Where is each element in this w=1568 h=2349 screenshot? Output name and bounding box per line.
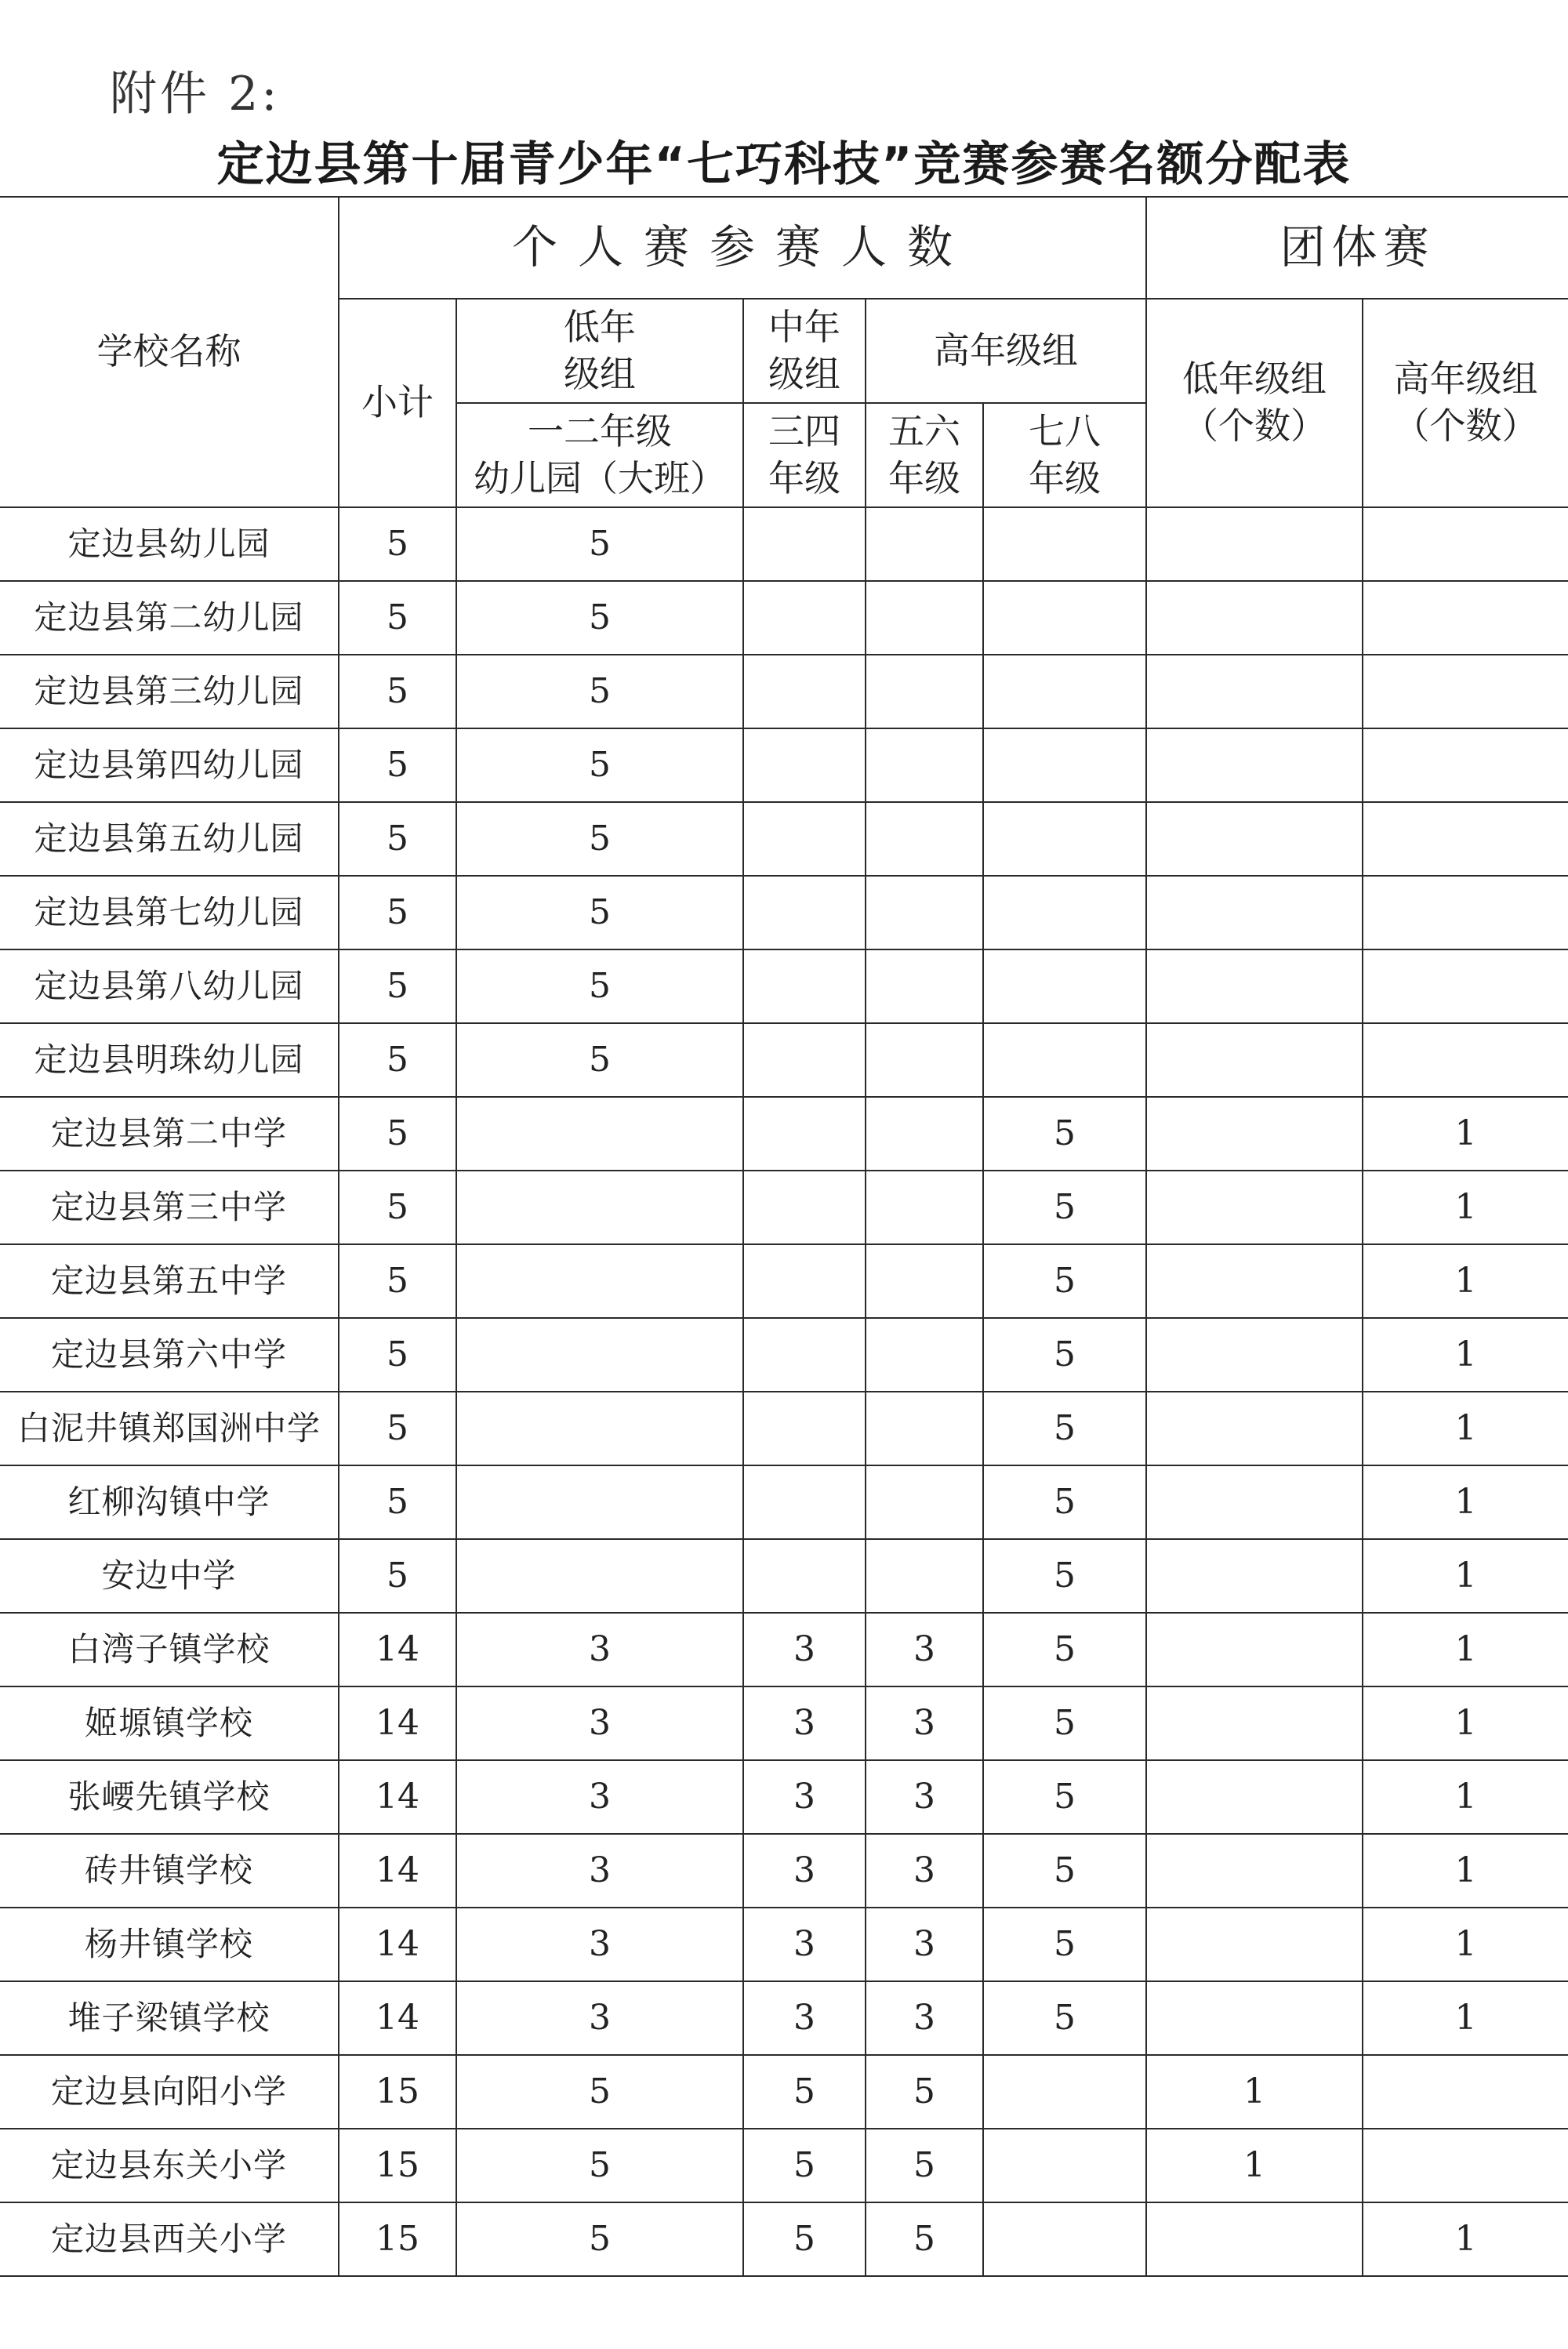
cell-grade-12-kg: 5 — [456, 2055, 743, 2129]
cell-grade-56: 3 — [866, 1686, 983, 1760]
cell-subtotal: 5 — [339, 1318, 456, 1392]
cell-grade-56: 5 — [866, 2055, 983, 2129]
cell-grade-56 — [866, 1539, 983, 1613]
cell-school-name: 定边县第八幼儿园 — [0, 949, 339, 1023]
cell-subtotal: 14 — [339, 1908, 456, 1981]
cell-subtotal: 5 — [339, 1171, 456, 1244]
cell-grade-12-kg — [456, 1465, 743, 1539]
header-grade-78-line1: 七八 — [1029, 409, 1101, 452]
cell-grade-56: 5 — [866, 2202, 983, 2276]
cell-grade-56: 3 — [866, 1613, 983, 1686]
cell-team-low — [1146, 1097, 1363, 1171]
table-row — [0, 1981, 1568, 2055]
cell-team-low: 1 — [1146, 2055, 1363, 2129]
cell-grade-34: 5 — [743, 2202, 866, 2276]
cell-team-low — [1146, 655, 1363, 728]
header-low-group-line2: 级组 — [564, 352, 636, 395]
cell-grade-12-kg: 3 — [456, 1613, 743, 1686]
cell-subtotal: 5 — [339, 1097, 456, 1171]
cell-grade-34 — [743, 1244, 866, 1318]
cell-grade-78: 5 — [983, 1760, 1146, 1834]
cell-subtotal: 5 — [339, 581, 456, 655]
cell-team-low — [1146, 507, 1363, 581]
cell-grade-78: 5 — [983, 1318, 1146, 1392]
header-grade-56-line2: 年级 — [888, 456, 960, 499]
cell-team-low — [1146, 1686, 1363, 1760]
header-team-high — [1363, 299, 1568, 507]
cell-team-low — [1146, 1981, 1363, 2055]
cell-team-low — [1146, 728, 1363, 802]
cell-grade-34 — [743, 507, 866, 581]
cell-grade-34 — [743, 1465, 866, 1539]
cell-grade-56 — [866, 1097, 983, 1171]
cell-team-low — [1146, 802, 1363, 876]
cell-subtotal: 5 — [339, 1023, 456, 1097]
table-row — [0, 1318, 1568, 1392]
cell-team-high — [1363, 507, 1568, 581]
cell-grade-34 — [743, 581, 866, 655]
cell-team-high: 1 — [1363, 1539, 1568, 1613]
cell-team-high — [1363, 2129, 1568, 2202]
header-low-group — [456, 299, 743, 403]
cell-team-low — [1146, 1539, 1363, 1613]
cell-grade-12-kg: 5 — [456, 2129, 743, 2202]
cell-subtotal: 14 — [339, 1760, 456, 1834]
cell-team-high: 1 — [1363, 1908, 1568, 1981]
cell-grade-34: 3 — [743, 1760, 866, 1834]
cell-team-high — [1363, 802, 1568, 876]
header-team-low — [1146, 299, 1363, 507]
cell-team-high: 1 — [1363, 1244, 1568, 1318]
header-team: 团体赛 — [1146, 197, 1568, 299]
cell-grade-12-kg — [456, 1097, 743, 1171]
cell-school-name: 定边县第五幼儿园 — [0, 802, 339, 876]
cell-team-high: 1 — [1363, 1171, 1568, 1244]
cell-grade-34: 3 — [743, 1686, 866, 1760]
cell-grade-56: 3 — [866, 1834, 983, 1908]
cell-team-high — [1363, 2055, 1568, 2129]
header-grade-34 — [743, 403, 866, 507]
cell-grade-34: 3 — [743, 1834, 866, 1908]
cell-grade-34 — [743, 802, 866, 876]
cell-subtotal: 5 — [339, 655, 456, 728]
table-row — [0, 1908, 1568, 1981]
cell-grade-78: 5 — [983, 1171, 1146, 1244]
cell-grade-56 — [866, 1392, 983, 1465]
table-row — [0, 2129, 1568, 2202]
cell-grade-12-kg: 5 — [456, 876, 743, 949]
cell-school-name: 定边县东关小学 — [0, 2129, 339, 2202]
header-team-high-line2: （个数） — [1393, 405, 1538, 447]
cell-grade-56 — [866, 1465, 983, 1539]
header-high-group: 高年级组 — [866, 299, 1146, 403]
cell-school-name: 白湾子镇学校 — [0, 1613, 339, 1686]
cell-grade-56 — [866, 876, 983, 949]
cell-school-name: 砖井镇学校 — [0, 1834, 339, 1908]
cell-school-name: 定边县第二中学 — [0, 1097, 339, 1171]
header-grade-34-line1: 三四 — [768, 409, 840, 452]
cell-grade-78 — [983, 1023, 1146, 1097]
cell-grade-12-kg — [456, 1539, 743, 1613]
table-row — [0, 655, 1568, 728]
cell-grade-78 — [983, 2055, 1146, 2129]
cell-team-low — [1146, 1908, 1363, 1981]
cell-team-low — [1146, 1318, 1363, 1392]
cell-grade-56 — [866, 949, 983, 1023]
table-row — [0, 1760, 1568, 1834]
cell-grade-56: 5 — [866, 2129, 983, 2202]
cell-team-high: 1 — [1363, 1760, 1568, 1834]
cell-grade-12-kg: 3 — [456, 1686, 743, 1760]
cell-team-high — [1363, 876, 1568, 949]
table-row — [0, 1171, 1568, 1244]
cell-team-high — [1363, 949, 1568, 1023]
cell-grade-12-kg: 3 — [456, 1908, 743, 1981]
cell-grade-12-kg — [456, 1392, 743, 1465]
header-grade-34-line2: 年级 — [768, 456, 840, 499]
cell-school-name: 定边县西关小学 — [0, 2202, 339, 2276]
header-grade-56-line1: 五六 — [888, 409, 960, 452]
cell-subtotal: 14 — [339, 1686, 456, 1760]
cell-grade-78 — [983, 728, 1146, 802]
cell-team-high: 1 — [1363, 1613, 1568, 1686]
header-team-high-line1: 高年级组 — [1393, 358, 1538, 401]
cell-team-high: 1 — [1363, 1834, 1568, 1908]
cell-school-name: 堆子梁镇学校 — [0, 1981, 339, 2055]
cell-grade-34 — [743, 1097, 866, 1171]
cell-grade-34 — [743, 1392, 866, 1465]
cell-subtotal: 15 — [339, 2055, 456, 2129]
cell-grade-12-kg: 5 — [456, 1023, 743, 1097]
cell-grade-78: 5 — [983, 1244, 1146, 1318]
cell-grade-12-kg: 5 — [456, 655, 743, 728]
cell-grade-78 — [983, 2202, 1146, 2276]
table-row — [0, 1613, 1568, 1686]
cell-team-low — [1146, 1834, 1363, 1908]
header-individual-count: 个人赛参赛人数 — [339, 197, 1146, 299]
cell-grade-34 — [743, 1171, 866, 1244]
cell-school-name: 定边县第五中学 — [0, 1244, 339, 1318]
header-team-low-line1: 低年级组 — [1182, 358, 1327, 401]
cell-grade-56: 3 — [866, 1760, 983, 1834]
cell-school-name: 定边县第三中学 — [0, 1171, 339, 1244]
cell-team-low — [1146, 1244, 1363, 1318]
cell-subtotal: 15 — [339, 2202, 456, 2276]
table-row — [0, 802, 1568, 876]
cell-grade-56: 3 — [866, 1908, 983, 1981]
cell-subtotal: 5 — [339, 1465, 456, 1539]
cell-grade-78 — [983, 2129, 1146, 2202]
attachment-label: 附件 2: — [110, 67, 281, 122]
cell-grade-78: 5 — [983, 1392, 1146, 1465]
cell-grade-56 — [866, 581, 983, 655]
cell-grade-12-kg: 3 — [456, 1981, 743, 2055]
cell-team-low — [1146, 1171, 1363, 1244]
table-body — [0, 507, 1568, 2276]
cell-school-name: 红柳沟镇中学 — [0, 1465, 339, 1539]
cell-grade-56 — [866, 1171, 983, 1244]
header-school-name: 学校名称 — [0, 197, 339, 507]
cell-grade-34 — [743, 1539, 866, 1613]
cell-grade-34 — [743, 655, 866, 728]
table-row — [0, 1539, 1568, 1613]
cell-subtotal: 5 — [339, 1539, 456, 1613]
cell-school-name: 姬塬镇学校 — [0, 1686, 339, 1760]
cell-team-high: 1 — [1363, 1465, 1568, 1539]
table-row — [0, 1834, 1568, 1908]
cell-grade-34: 5 — [743, 2055, 866, 2129]
cell-subtotal: 5 — [339, 1392, 456, 1465]
cell-subtotal: 5 — [339, 802, 456, 876]
cell-school-name: 定边县第二幼儿园 — [0, 581, 339, 655]
cell-team-high: 1 — [1363, 1981, 1568, 2055]
cell-grade-12-kg: 5 — [456, 728, 743, 802]
cell-team-high: 1 — [1363, 1318, 1568, 1392]
cell-team-low — [1146, 1760, 1363, 1834]
cell-grade-78: 5 — [983, 1686, 1146, 1760]
cell-grade-78: 5 — [983, 1981, 1146, 2055]
cell-school-name: 白泥井镇郑国洲中学 — [0, 1392, 339, 1465]
header-mid-group-line1: 中年 — [768, 305, 840, 348]
cell-team-low — [1146, 876, 1363, 949]
table-row — [0, 2202, 1568, 2276]
cell-grade-12-kg: 5 — [456, 581, 743, 655]
cell-school-name: 定边县第四幼儿园 — [0, 728, 339, 802]
cell-subtotal: 14 — [339, 1981, 456, 2055]
header-grade-12-kg — [456, 403, 743, 507]
cell-subtotal: 15 — [339, 2129, 456, 2202]
cell-grade-78: 5 — [983, 1539, 1146, 1613]
cell-grade-12-kg: 3 — [456, 1760, 743, 1834]
cell-grade-12-kg: 5 — [456, 2202, 743, 2276]
cell-subtotal: 14 — [339, 1613, 456, 1686]
cell-grade-34: 5 — [743, 2129, 866, 2202]
header-grade-12-line1: 一二年级 — [528, 409, 672, 452]
cell-grade-78: 5 — [983, 1834, 1146, 1908]
table-row — [0, 1465, 1568, 1539]
cell-grade-78 — [983, 949, 1146, 1023]
cell-grade-12-kg: 3 — [456, 1834, 743, 1908]
cell-grade-12-kg — [456, 1171, 743, 1244]
table-row — [0, 1392, 1568, 1465]
header-grade-78-line2: 年级 — [1029, 456, 1101, 499]
cell-team-high — [1363, 581, 1568, 655]
cell-team-high — [1363, 728, 1568, 802]
cell-team-high — [1363, 1023, 1568, 1097]
table-row — [0, 1023, 1568, 1097]
cell-grade-12-kg — [456, 1244, 743, 1318]
cell-school-name: 定边县幼儿园 — [0, 507, 339, 581]
cell-grade-34 — [743, 949, 866, 1023]
cell-grade-56 — [866, 1244, 983, 1318]
cell-grade-34 — [743, 1023, 866, 1097]
table-row — [0, 876, 1568, 949]
cell-grade-34: 3 — [743, 1908, 866, 1981]
cell-subtotal: 5 — [339, 949, 456, 1023]
cell-grade-12-kg: 5 — [456, 949, 743, 1023]
cell-grade-78: 5 — [983, 1908, 1146, 1981]
cell-grade-12-kg: 5 — [456, 802, 743, 876]
table-row — [0, 1097, 1568, 1171]
cell-grade-56 — [866, 1318, 983, 1392]
header-grade-56 — [866, 403, 983, 507]
cell-team-high: 1 — [1363, 1097, 1568, 1171]
cell-grade-56 — [866, 802, 983, 876]
cell-team-low — [1146, 2202, 1363, 2276]
cell-grade-56 — [866, 1023, 983, 1097]
quota-allocation-table — [0, 196, 1568, 2277]
cell-school-name: 定边县第六中学 — [0, 1318, 339, 1392]
table-row — [0, 2055, 1568, 2129]
cell-school-name: 杨井镇学校 — [0, 1908, 339, 1981]
cell-grade-78: 5 — [983, 1613, 1146, 1686]
cell-team-low — [1146, 1023, 1363, 1097]
cell-team-low — [1146, 581, 1363, 655]
header-grade-12-line2: 幼儿园（大班） — [474, 456, 726, 499]
cell-grade-34 — [743, 728, 866, 802]
cell-school-name: 定边县向阳小学 — [0, 2055, 339, 2129]
cell-grade-78 — [983, 876, 1146, 949]
cell-grade-34 — [743, 1318, 866, 1392]
cell-team-low — [1146, 949, 1363, 1023]
header-grade-78 — [983, 403, 1146, 507]
cell-team-high: 1 — [1363, 2202, 1568, 2276]
header-mid-group-line2: 级组 — [768, 352, 840, 395]
cell-grade-78 — [983, 507, 1146, 581]
table-row — [0, 507, 1568, 581]
table-row — [0, 949, 1568, 1023]
cell-team-low: 1 — [1146, 2129, 1363, 2202]
page-title: 定边县第十届青少年“七巧科技”竞赛参赛名额分配表 — [216, 137, 1352, 192]
header-mid-group — [743, 299, 866, 403]
cell-school-name: 定边县第三幼儿园 — [0, 655, 339, 728]
cell-team-low — [1146, 1392, 1363, 1465]
cell-grade-78: 5 — [983, 1097, 1146, 1171]
cell-team-low — [1146, 1613, 1363, 1686]
header-subtotal: 小计 — [339, 299, 456, 507]
cell-subtotal: 14 — [339, 1834, 456, 1908]
cell-grade-78 — [983, 802, 1146, 876]
cell-grade-78: 5 — [983, 1465, 1146, 1539]
table-row — [0, 1686, 1568, 1760]
table-row — [0, 581, 1568, 655]
cell-grade-78 — [983, 581, 1146, 655]
table-row — [0, 1244, 1568, 1318]
cell-grade-34: 3 — [743, 1981, 866, 2055]
cell-subtotal: 5 — [339, 728, 456, 802]
header-team-low-line2: （个数） — [1182, 405, 1327, 447]
cell-grade-34 — [743, 876, 866, 949]
header-low-group-line1: 低年 — [564, 305, 636, 348]
cell-team-low — [1146, 1465, 1363, 1539]
table-row — [0, 728, 1568, 802]
cell-school-name: 张崾先镇学校 — [0, 1760, 339, 1834]
cell-grade-34: 3 — [743, 1613, 866, 1686]
cell-grade-56: 3 — [866, 1981, 983, 2055]
cell-school-name: 安边中学 — [0, 1539, 339, 1613]
cell-team-high: 1 — [1363, 1686, 1568, 1760]
cell-grade-56 — [866, 507, 983, 581]
cell-team-high — [1363, 655, 1568, 728]
cell-grade-12-kg: 5 — [456, 507, 743, 581]
cell-grade-78 — [983, 655, 1146, 728]
cell-school-name: 定边县第七幼儿园 — [0, 876, 339, 949]
cell-grade-12-kg — [456, 1318, 743, 1392]
cell-grade-56 — [866, 728, 983, 802]
cell-school-name: 定边县明珠幼儿园 — [0, 1023, 339, 1097]
cell-team-high: 1 — [1363, 1392, 1568, 1465]
cell-subtotal: 5 — [339, 876, 456, 949]
cell-grade-56 — [866, 655, 983, 728]
cell-subtotal: 5 — [339, 1244, 456, 1318]
cell-subtotal: 5 — [339, 507, 456, 581]
